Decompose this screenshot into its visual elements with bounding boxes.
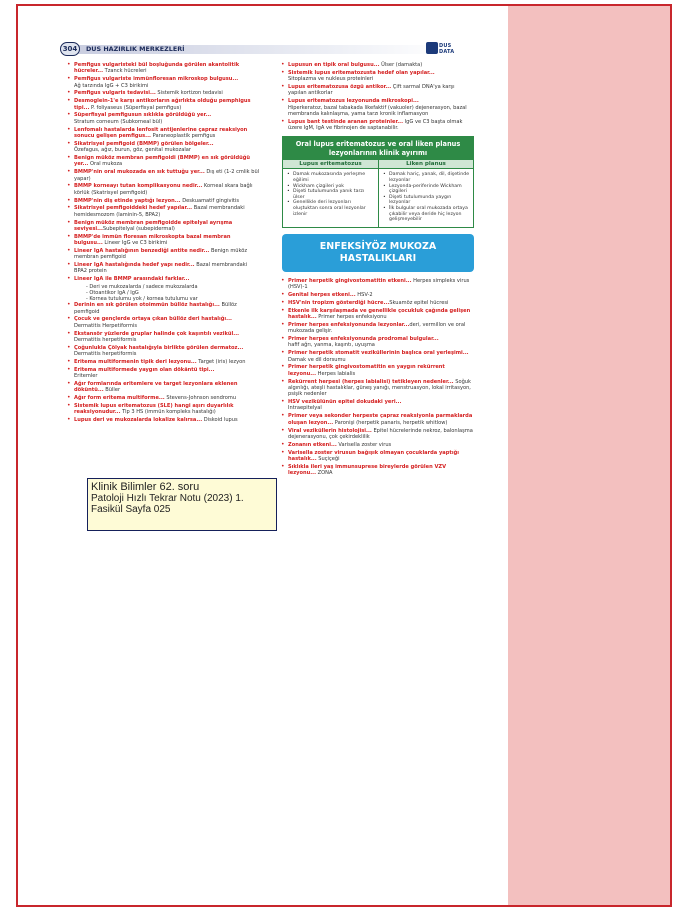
item-answer: HSV-2 — [355, 291, 373, 298]
item-answer: Stevens-Johnson sendromu — [164, 395, 237, 402]
list-item — [278, 399, 474, 412]
item-answer: Subepitelyal (subepidermal) — [102, 225, 175, 232]
item-answer: Özefagus, ağız, burun, göz, genital mukozalar — [74, 147, 191, 154]
item-question: Desmoglein-1'e karşı antikorların ağırlıkta olduğu pemphigus tipi... — [74, 98, 253, 111]
item-answer: Lineer IgG ve C3 birikimi — [102, 240, 168, 247]
table-cell: • Lezyonda-periferinde Wickham çizgileri — [382, 184, 470, 195]
item-answer: Intraepitelyal — [288, 405, 322, 412]
list-item — [278, 292, 474, 298]
item-answer: Paraneoplastik pemfigus — [150, 132, 216, 139]
reference-note — [87, 478, 277, 531]
list-item — [64, 127, 260, 140]
item-answer: Soğuk algınlığı, ateşli hastalıklar, güneş yanığı, menstruasyon, lokal irritasyon, psişik nedenler — [288, 378, 473, 398]
list-item — [64, 155, 260, 168]
item-answer: Skuamöz epitel hücresi — [389, 299, 449, 306]
right-column — [278, 62, 474, 478]
item-answer: Target (iris) lezyon — [196, 358, 246, 365]
list-item — [278, 450, 474, 463]
item-question: Primer herpetik gingivostomatitin en yaygın rekürrent lezyonu... — [288, 364, 447, 377]
table-header-liken: Liken planus — [379, 160, 473, 169]
item-question: Rekürrent herpesi (herpes labialisi) tetikleyen nedenler... — [288, 378, 454, 385]
list-item — [64, 205, 260, 218]
item-question: Etkenle ilk karşılaşmada ve genellikle çocukluk çağında gelişen hastalık... — [288, 307, 473, 320]
table-cell: • Damak hariç, yanak, dil, dişetinde lezyonlar — [382, 172, 470, 183]
item-question: Primer herpes enfeksiyonunda prodromal bulgular... — [288, 336, 439, 343]
list-item — [278, 98, 474, 117]
list-item — [64, 403, 260, 416]
difference-item: - Kornea tutulumu yok / kornea tutulumu var — [86, 296, 198, 303]
list-item — [64, 90, 260, 96]
item-question: Lenfomalı hastalarda lenfosit antijenlerine çapraz reaksiyon sonucu gelişen pemfigus... — [74, 126, 250, 139]
table-columns — [283, 160, 473, 226]
item-question: Lupus eritematozus lezyonunda mikroskopi... — [288, 98, 419, 105]
item-question: BMMP'de immün floresan mikroskopta bazal membran bulgusu... — [74, 233, 233, 247]
item-question: Sikatrisyel pemfigoid (BMMP) görülen bölgeler... — [74, 140, 214, 147]
item-answer: Paronişi (herpetik panaris, herpetik whitlow) — [333, 419, 448, 426]
item-question: HSV vezikülünün epitel dokudaki yeri... — [288, 399, 402, 406]
table-cell: • Damak mukozasında yerleşme eğilimi — [286, 172, 375, 183]
item-question: Pemfigus vulgaristeki bül boşluğunda görülen akantolitik hücreler... — [74, 62, 241, 75]
table-cell: • Dişeti tutulumunda yaygın lezyonlar — [382, 195, 470, 206]
page-number: 304 — [60, 42, 80, 56]
brand-logo — [426, 40, 468, 56]
item-question: Lupus deri ve mukozalarda lokalize kalırsa... — [74, 417, 203, 424]
item-question: Çocuk ve gençlerde ortaya çıkan büllöz deri hastalığı... — [74, 316, 232, 323]
list-item — [64, 359, 260, 365]
item-question: Primer herpetik gingivostomatitin etkeni... — [288, 277, 412, 284]
comparison-table — [282, 136, 474, 227]
list-item — [64, 98, 260, 111]
item-answer: Diskoid lupus — [202, 417, 238, 424]
list-item — [278, 336, 474, 349]
item-question: Pemfigus vulgariste immünfloresan mikroskop bulgusu... — [74, 76, 239, 83]
item-answer: Büllöz pemfigoid — [74, 302, 239, 315]
list-item — [64, 262, 260, 275]
item-question: Varisella zoster virusun bağışık olmayan çocuklarda yaptığı hastalık... — [288, 449, 461, 462]
item-answer: Dermatitis herpetiformis — [74, 330, 241, 343]
list-item — [64, 234, 260, 247]
lupus-list — [278, 62, 474, 131]
item-question: Eritema multiformede yaygın olan dökäntü tipi... — [74, 366, 215, 373]
list-item — [64, 395, 260, 401]
item-question: Ağır form eritema multiforme... — [74, 395, 165, 402]
side-panel — [508, 6, 672, 905]
item-answer: Tzanck hücreleri — [103, 68, 147, 75]
item-answer: Ülser (damakta) — [379, 62, 423, 68]
list-item — [64, 417, 260, 423]
list-item — [278, 379, 474, 398]
item-answer: Herpes simpleks virus (HSV)-1 — [288, 277, 471, 291]
item-question: Lineer IgA ile BMMP arasındaki farklar... — [74, 276, 190, 283]
table-header-lupus: Lupus eritematozus — [283, 160, 378, 169]
list-item — [64, 381, 260, 394]
item-question: Lupus eritematozusa özgü antikor... — [288, 84, 392, 91]
item-answer: Primer herpes enfeksiyonu — [316, 314, 387, 320]
table-cell: • Genellikle deri lezyonları oluştuktan sonra oral lezyonlar izlenir — [286, 200, 375, 217]
item-answer: Stratum corneum (Subkorneal bül) — [74, 118, 163, 125]
item-answer: P. foliyaseus (Süperfisyal pemfigus) — [89, 104, 182, 111]
list-item — [278, 364, 474, 377]
item-answer: Tip 3 HS (immün kompleks hastalığı) — [120, 409, 216, 416]
item-answer: Deskuamatif gingivitis — [180, 197, 239, 204]
list-item — [278, 350, 474, 363]
list-item — [278, 300, 474, 306]
table-cell: • İlk bulgular oral mukozada ortaya çıkabilir veya deride hiç lezyon gelişmeyebilir — [382, 206, 470, 223]
table-body-liken — [379, 169, 473, 226]
list-item — [278, 119, 474, 132]
list-item — [64, 112, 260, 125]
list-item — [278, 84, 474, 97]
item-answer: Suçiçeği — [316, 455, 340, 462]
item-answer: ZONA — [316, 470, 333, 477]
item-answer: Epitel hücrelerinde nekroz, balonlaşma dejenerasyonu, çok çekirdeklilik — [288, 427, 475, 440]
item-answer: hafif ağrı, yanma, kaşıntı, uyuşma — [288, 342, 375, 349]
left-column — [64, 62, 260, 425]
item-question: Derinin en sık görülen otoimmün büllöz hastalığı... — [74, 302, 220, 309]
list-item — [278, 464, 474, 477]
list-item — [278, 70, 474, 83]
note-line-3: Fasikül Sayfa 025 — [91, 504, 171, 516]
infection-list — [278, 278, 474, 477]
item-question: Primer herpetik stomatit veziküllerinin başlıca oral yerleşimi... — [288, 350, 469, 357]
list-item — [64, 62, 260, 75]
note-line-1: Klinik Bilimler 62. soru — [91, 481, 200, 493]
list-item — [64, 141, 260, 154]
table-column-lupus — [283, 160, 378, 226]
item-answer: Benign müköz membran pemfigoid — [74, 247, 249, 261]
item-question: Primer veya sekonder herpeste çapraz reaksiyonla parmaklarda oluşan lezyon... — [288, 413, 475, 426]
list-item — [278, 428, 474, 441]
list-item — [64, 367, 260, 380]
item-answer: Dermatitis herpetiformis — [74, 344, 245, 358]
item-answer: Çift sarmal DNA'ya karşı yapılan antikorlar — [288, 84, 457, 97]
item-question: Lineer IgA hastalığında hedef yapı nedir... — [74, 262, 195, 269]
item-question: Lupusun en tipik oral bulgusu... — [288, 62, 380, 68]
list-item — [64, 198, 260, 204]
item-question: Ekstansör yüzlerde gruplar halinde çok kaşıntılı vezikül... — [74, 330, 240, 337]
item-answer: deri, vermillon ve oral mukozada gelişir. — [288, 321, 467, 335]
list-item — [64, 276, 260, 282]
page-header — [60, 42, 480, 56]
item-answer: Damak ve dil dorsumu — [288, 350, 471, 363]
item-answer: Hiperkeratoz, bazal tabakada likefaktif (vakuoler) dejenerasyon, bazal membranda kalınlaşma, yama tarzı kronik inflamasyon — [288, 104, 467, 117]
item-answer: Sitoplazma ve nukleus proteinleri — [288, 76, 374, 83]
item-question: Pemfigus vulgaris tedavisi... — [74, 90, 156, 97]
item-question: Sistemik lupus eritematozus (SLE) hangi aşırı duyarlılık reaksiyonudur... — [74, 402, 236, 416]
item-question: Süperfisyal pemfigusun sıklıkla görüldüğü yer... — [74, 112, 212, 119]
table-cell: • Wickham çizgileri yok — [286, 184, 375, 190]
item-question: Sistemik lupus eritematozusta hedef olan yapılar... — [288, 69, 435, 76]
item-question: Genital herpes etkeni... — [288, 291, 356, 298]
item-question: Zonanın etkeni... — [288, 441, 337, 448]
note-line-2: Patoloji Hızlı Tekrar Notu (2023) 1. — [91, 493, 244, 505]
item-question: BMMP korneayı tutan komplikasyonu nedir... — [74, 183, 203, 190]
list-item — [278, 413, 474, 426]
list-item — [278, 308, 474, 321]
item-answer: Herpes labialis — [316, 370, 356, 377]
table-body-lupus — [283, 169, 378, 221]
item-answer: Varisella zoster virus — [336, 441, 392, 448]
item-question: BMMP'nin diş etinde yaptığı lezyon... — [74, 197, 181, 204]
list-item — [64, 76, 260, 89]
item-answer: Eritemler — [74, 373, 98, 380]
item-question: BMMP'nin oral mukozada en sık tuttuğu yer... — [74, 169, 205, 176]
table-title: Oral lupus eritematozus ve oral liken planus lezyonlarının klinik ayırımı — [283, 137, 473, 160]
item-answer: Bazal membrandaki BPA2 protein — [74, 262, 249, 275]
list-item — [64, 345, 260, 358]
difference-item: - Otoantikor IgA / IgG — [86, 290, 139, 297]
item-question: Primer herpes enfeksiyonunda lezyonlar... — [288, 321, 410, 328]
table-column-liken — [378, 160, 473, 226]
list-item — [64, 248, 260, 261]
item-question: Ağır formlarında eritemlere ve target lezyonlara eklenen döküntü... — [74, 380, 240, 394]
item-question: Çoğunlukla Çölyak hastalığıyla birlikte görülen dermatoz... — [74, 344, 244, 351]
difference-item: - Deri ve mukozalarda / sadece mukozalarda — [86, 284, 198, 291]
item-question: Lineer IgA hastalığının benzediği antite nedir... — [74, 247, 210, 254]
list-item — [278, 278, 474, 291]
section-banner — [282, 234, 474, 272]
item-question: Eritema multiformenin tipik deri lezyonu... — [74, 358, 197, 365]
item-answer: Sistemik kortizon tedavisi — [155, 90, 223, 97]
item-answer: Bazal membrandaki hemidesmozom (laminin-5, BPA2) — [74, 205, 247, 218]
item-question: Sikatrisyel pemfigoiddeki hedef yapılar... — [74, 205, 193, 212]
list-item — [278, 322, 474, 335]
item-question: Sıklıkla ileri yaş immunsuprese bireylerde görülen VZV lezyonu... — [288, 463, 448, 477]
list-item — [64, 183, 260, 196]
item-question: Viral veziküllerin histolojisi... — [288, 427, 372, 434]
section-title-line2: HASTALIKLARI — [339, 252, 417, 264]
logo-icon — [426, 42, 438, 54]
logo-text: DUS DATA — [439, 43, 455, 55]
list-item — [64, 220, 260, 233]
item-answer: Dış eti (1-2 cmlik bül yapar) — [74, 169, 261, 182]
document-frame — [16, 4, 672, 907]
table-cell: • Dişeti tutulumunda yanık tarzı ülser — [286, 189, 375, 200]
list-item — [64, 169, 260, 182]
item-answer: Oral mukoza — [88, 161, 123, 168]
list-item — [64, 316, 260, 329]
item-answer: Dermatitis Herpetiformis — [74, 322, 138, 329]
item-answer: Büller — [103, 387, 121, 394]
item-answer: IgG ve C3 başta olmak üzere IgM, IgA ve fibrinojen de saptanabilir. — [288, 118, 465, 132]
list-item — [64, 302, 260, 315]
item-answer: Korneal skara bağlı körlük (Skatrisyel pemfigoid) — [74, 183, 255, 196]
list-item — [64, 331, 260, 344]
section-title-line1: ENFEKSİYÖZ MUKOZA — [319, 240, 437, 252]
item-question: Benign müköz membran pemfigoidi (BMMP) en sık görüldüğü yer... — [74, 154, 252, 168]
list-item — [278, 62, 474, 68]
list-item — [278, 442, 474, 448]
document-page — [60, 42, 480, 642]
item-question: HSV'nin tropizm gösterdiği hücre... — [288, 299, 390, 306]
item-answer: Ağ tarzında IgG + C3 birikimi — [74, 82, 149, 89]
item-question: Benign müköz membran pemfigoidde epitelyal ayrışma seviyesi... — [74, 219, 235, 232]
header-title: DUS HAZIRLIK MERKEZLERİ — [86, 45, 185, 53]
item-question: Lupus bant testinde aranan proteinler... — [288, 118, 404, 125]
